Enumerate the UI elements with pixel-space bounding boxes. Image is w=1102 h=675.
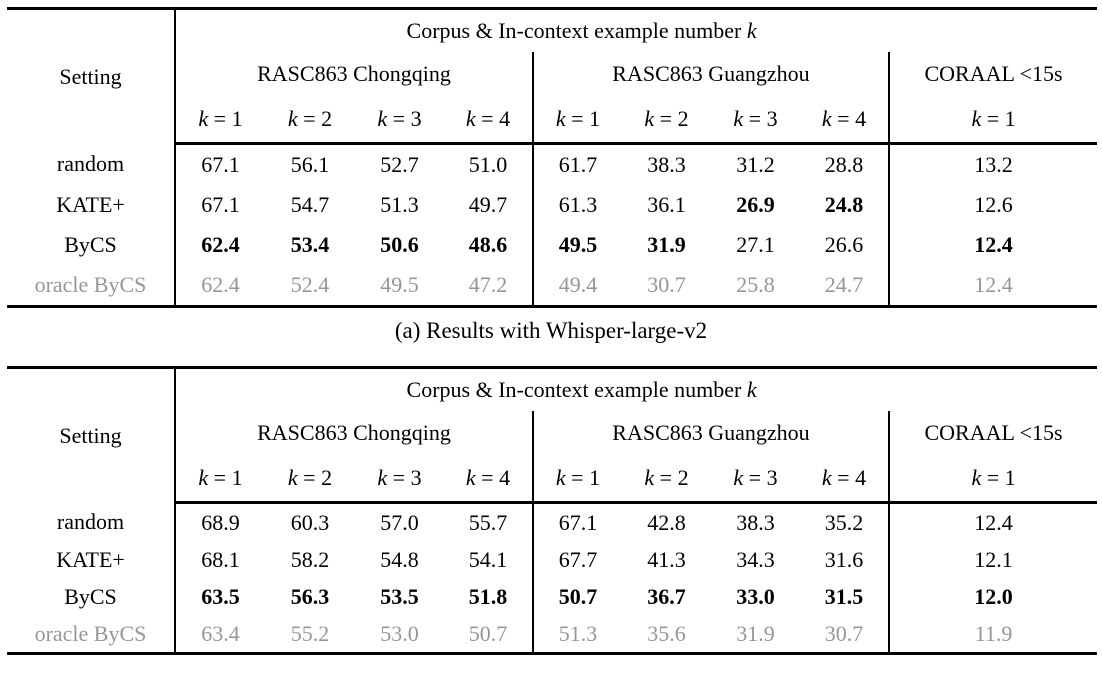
value-cell: 34.3	[736, 546, 775, 572]
k-header: k = 1	[533, 96, 622, 144]
corpus-header-text: Corpus & In-context example number	[406, 377, 747, 402]
value-cell: 13.2	[974, 152, 1013, 177]
value-cell: 41.3	[647, 546, 686, 572]
table-row	[7, 265, 1097, 307]
value-cell: 49.5	[380, 272, 419, 297]
value-cell: 12.4	[974, 509, 1013, 535]
group-header-coraal: CORAAL <15s	[924, 420, 1063, 445]
row-label: KATE+	[7, 185, 175, 225]
value-cell: 68.1	[201, 546, 240, 572]
value-cell: 48.6	[444, 225, 533, 265]
group-header-chongqing: RASC863 Chongqing	[175, 52, 533, 96]
row-label: random	[7, 144, 175, 186]
value-cell: 31.5	[800, 578, 889, 615]
row-label: ByCS	[7, 225, 175, 265]
k-header: k = 2	[265, 455, 355, 503]
k-header: k = 1	[175, 96, 265, 144]
value-cell: 57.0	[380, 509, 419, 535]
value-cell: 11.9	[974, 620, 1013, 646]
table-row	[7, 503, 1097, 542]
value-cell: 53.0	[380, 620, 419, 646]
value-cell: 55.2	[290, 620, 330, 646]
value-cell: 61.7	[558, 152, 598, 177]
group-header-coraal: CORAAL <15s	[924, 61, 1063, 86]
value-cell: 56.1	[290, 152, 330, 177]
header-row-corpus	[7, 9, 1097, 53]
table-a-caption: (a) Results with Whisper-large-v2	[394, 318, 708, 343]
k-header: k = 3	[355, 455, 444, 503]
value-cell: 30.7	[800, 615, 889, 654]
value-cell: 31.9	[736, 620, 775, 646]
value-cell: 25.8	[736, 272, 775, 297]
row-label: ByCS	[7, 578, 175, 615]
value-cell: 67.7	[558, 546, 598, 572]
value-cell: 26.6	[800, 225, 889, 265]
table-row	[7, 225, 1097, 265]
k-header: k = 2	[622, 96, 711, 144]
value-cell: 67.1	[558, 509, 598, 535]
k-header: k = 4	[800, 96, 889, 144]
value-cell: 42.8	[647, 509, 686, 535]
value-cell: 49.4	[558, 272, 598, 297]
value-cell: 53.5	[380, 583, 419, 609]
k-header: k = 4	[800, 455, 889, 503]
value-cell: 31.2	[736, 152, 775, 177]
value-cell: 67.1	[201, 192, 240, 217]
corpus-header	[175, 368, 1097, 412]
table-row	[7, 541, 1097, 578]
value-cell: 38.3	[736, 509, 775, 535]
value-cell: 51.8	[444, 578, 533, 615]
k-header: k = 1	[533, 455, 622, 503]
value-cell: 36.7	[647, 583, 686, 609]
k-header: k = 4	[444, 96, 533, 144]
value-cell: 50.7	[558, 583, 598, 609]
table-row	[7, 578, 1097, 615]
table-a-body	[7, 144, 1097, 307]
corpus-header-text: Corpus & In-context example number	[406, 18, 747, 43]
value-cell: 12.0	[974, 583, 1013, 609]
table-b-body	[7, 503, 1097, 654]
value-cell: 28.8	[800, 144, 889, 186]
k-header: k = 3	[711, 455, 800, 503]
value-cell: 49.5	[558, 232, 598, 257]
value-cell: 51.0	[444, 144, 533, 186]
value-cell: 52.4	[290, 272, 330, 297]
value-cell: 35.6	[647, 620, 686, 646]
value-cell: 12.1	[974, 546, 1013, 572]
k-variable: k	[746, 18, 757, 43]
value-cell: 53.4	[290, 232, 330, 257]
value-cell: 30.7	[647, 272, 686, 297]
value-cell: 52.7	[380, 152, 419, 177]
group-header-guangzhou: RASC863 Guangzhou	[533, 52, 889, 96]
value-cell: 51.3	[558, 620, 598, 646]
value-cell: 26.9	[736, 192, 775, 217]
results-table-b	[7, 366, 1097, 655]
value-cell: 62.4	[201, 272, 240, 297]
k-header: k = 3	[355, 96, 444, 144]
row-label: oracle ByCS	[7, 265, 175, 307]
value-cell: 51.3	[380, 192, 419, 217]
table-row	[7, 615, 1097, 654]
value-cell: 62.4	[201, 232, 240, 257]
value-cell: 58.2	[290, 546, 330, 572]
value-cell: 38.3	[647, 152, 686, 177]
k-header: k = 1	[175, 455, 265, 503]
k-header: k = 3	[711, 96, 800, 144]
row-label: oracle ByCS	[7, 615, 175, 654]
value-cell: 47.2	[444, 265, 533, 307]
value-cell: 24.8	[800, 185, 889, 225]
value-cell: 12.6	[974, 192, 1013, 217]
value-cell: 55.7	[444, 503, 533, 542]
row-label: random	[7, 503, 175, 542]
value-cell: 36.1	[647, 192, 686, 217]
table-row	[7, 144, 1097, 186]
value-cell: 54.8	[380, 546, 419, 572]
group-header-chongqing: RASC863 Chongqing	[175, 411, 533, 455]
value-cell: 63.4	[201, 620, 240, 646]
value-cell: 49.7	[444, 185, 533, 225]
k-header: k = 2	[622, 455, 711, 503]
value-cell: 56.3	[290, 583, 330, 609]
setting-column-header: Setting	[7, 9, 175, 144]
value-cell: 12.4	[974, 232, 1013, 257]
value-cell: 12.4	[974, 272, 1013, 297]
results-table-a	[7, 7, 1097, 308]
value-cell: 54.1	[444, 541, 533, 578]
value-cell: 67.1	[201, 152, 240, 177]
k-header: k = 4	[444, 455, 533, 503]
k-header: k = 1	[889, 96, 1097, 144]
value-cell: 31.9	[647, 232, 686, 257]
value-cell: 31.6	[800, 541, 889, 578]
value-cell: 68.9	[201, 509, 240, 535]
value-cell: 61.3	[558, 192, 598, 217]
group-header-guangzhou: RASC863 Guangzhou	[533, 411, 889, 455]
value-cell: 24.7	[800, 265, 889, 307]
value-cell: 35.2	[800, 503, 889, 542]
value-cell: 54.7	[290, 192, 330, 217]
row-label: KATE+	[7, 541, 175, 578]
table-row	[7, 185, 1097, 225]
corpus-header	[175, 9, 1097, 53]
k-header: k = 2	[265, 96, 355, 144]
value-cell: 50.6	[380, 232, 419, 257]
value-cell: 60.3	[290, 509, 330, 535]
value-cell: 50.7	[444, 615, 533, 654]
value-cell: 33.0	[736, 583, 775, 609]
k-variable: k	[746, 377, 757, 402]
setting-column-header: Setting	[7, 368, 175, 503]
value-cell: 27.1	[736, 232, 775, 257]
header-row-corpus	[7, 368, 1097, 412]
k-header: k = 1	[889, 455, 1097, 503]
value-cell: 63.5	[201, 583, 240, 609]
